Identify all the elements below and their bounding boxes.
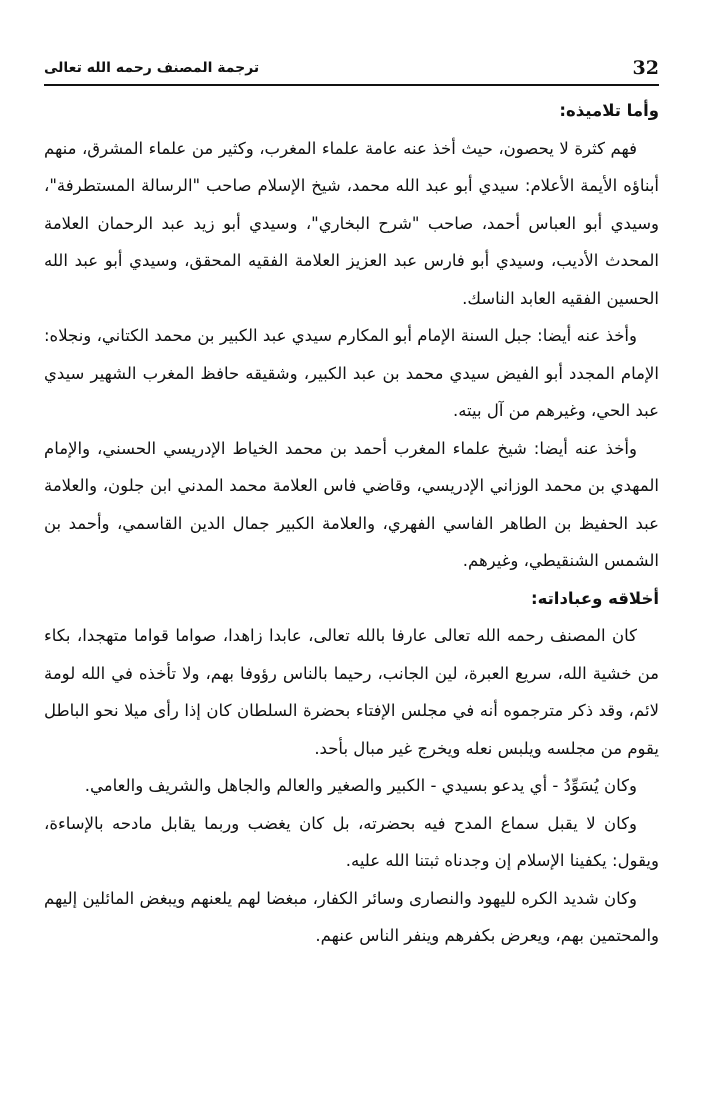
paragraph: وأخذ عنه أيضا: شيخ علماء المغرب أحمد بن محمد الخياط الإدريسي الحسني، والإمام المهدي بن محمد الوزاني الإدريسي، وقاضي فاس العلامة محمد المدني ابن جلون، والعلامة عبد الحفيظ بن الطاهر الفاسي الفهري، والعلامة الكبير جمال الدين القاسمي، وأحمد بن الشمس الشنقيطي، وغيرهم.: [44, 438, 659, 570]
paragraph: كان المصنف رحمه الله تعالى عارفا بالله تعالى، عابدا زاهدا، صواما قواما متهجدا، بكاء من خشية الله، سريع العبرة، لين الجانب، رحيما بالناس رؤوفا بهم، ولا تأخذه في الله لومة لائم، وقد ذكر مترجموه أنه في مجلس الإفتاء بحضرة السلطان كان إذا رأى ميلا نحو الباطل يقوم من مجلسه ويلبس نعله ويخرج غير مبال بأحد.: [44, 626, 659, 758]
running-title: ترجمة المصنف رحمه الله تعالى: [44, 60, 260, 76]
section-heading-character: أخلاقه وعباداته:: [530, 588, 659, 608]
paragraph: وكان يُسَوِّدُ - أي يدعو بسيدي - الكبير والصغير والعالم والجاهل والشريف والعامي.: [84, 776, 637, 795]
paragraph: وكان شديد الكره لليهود والنصارى وسائر الكفار، مبغضا لهم يلعنهم ويبغض المائلين إليهم والمحتمين بهم، ويعرض بكفرهم وينفر الناس عنهم.: [44, 888, 659, 945]
paragraph: فهم كثرة لا يحصون، حيث أخذ عنه عامة علماء المغرب، وكثير من علماء المشرق، منهم أبناؤه الأيمة الأعلام: سيدي أبو عبد الله محمد، شيخ الإسلام صاحب "الرسالة المستطرفة"، وسيدي أبو العباس أحمد، صاحب "شرح البخاري"، وسيدي أبو زيد عبد الرحمان العلامة المحدث الأديب، وسيدي أبو فارس عبد العزيز العلامة الفقيه المحقق، وسيدي أبو عبد الله الحسين الفقيه العابد الناسك.: [44, 138, 659, 308]
page-body: [44, 92, 659, 1061]
running-header: [44, 54, 659, 86]
paragraph: وأخذ عنه أيضا: جبل السنة الإمام أبو المكارم سيدي عبد الكبير بن محمد الكتاني، ونجلاه: الإمام المجدد أبو الفيض سيدي محمد بن عبد الكبير، وشقيقه حافظ المغرب الشهير سيدي عبد الحي، وغيرهم من آل بيته.: [44, 326, 659, 420]
paragraph: وكان لا يقبل سماع المدح فيه بحضرته، بل كان يغضب وربما يقابل مادحه بالإساءة، ويقول: يكفينا الإسلام إن وجدناه ثبتنا الله عليه.: [44, 813, 659, 870]
section-heading-students: وأما تلاميذه:: [559, 101, 659, 120]
page-number: 32: [632, 57, 659, 79]
